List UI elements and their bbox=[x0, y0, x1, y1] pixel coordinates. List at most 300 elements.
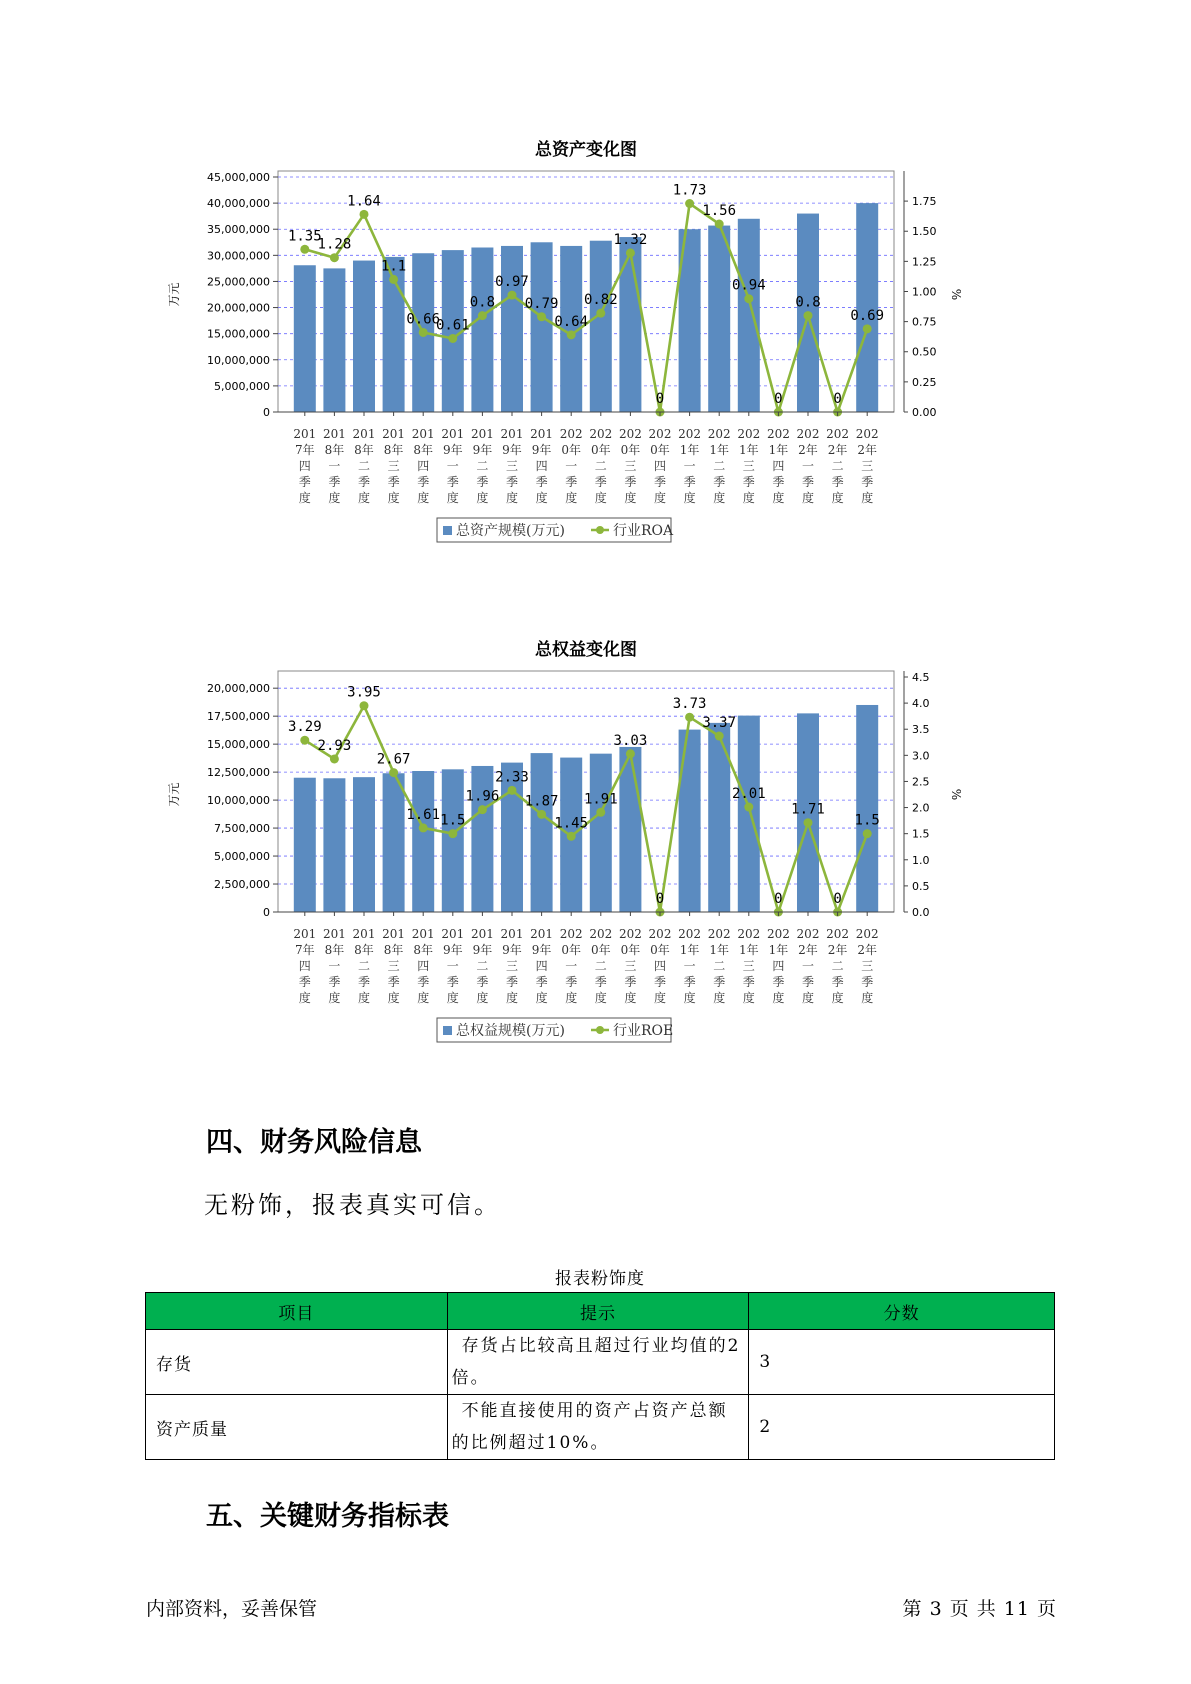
row-tip-line1: 存货占比较高且超过行业均值的2 bbox=[461, 1336, 741, 1356]
x-tick-label: 度 bbox=[772, 991, 785, 1005]
x-tick-label: 7年 bbox=[294, 443, 315, 457]
x-tick-label: 0年 bbox=[620, 443, 641, 457]
x-tick-label: 季 bbox=[624, 475, 637, 489]
bar bbox=[323, 778, 345, 912]
line-point bbox=[478, 805, 487, 814]
x-tick-label: 季 bbox=[387, 475, 400, 489]
x-tick-label: 0年 bbox=[561, 443, 582, 457]
bar bbox=[353, 261, 375, 412]
y2-tick-label: 1.00 bbox=[912, 285, 937, 299]
y-tick-label: 45,000,000 bbox=[207, 171, 270, 184]
x-tick-label: 度 bbox=[594, 491, 607, 505]
x-tick-label: 2年 bbox=[827, 443, 848, 457]
x-tick-label: 202 bbox=[737, 427, 761, 441]
row-score: 2 bbox=[749, 1395, 1055, 1460]
y2-tick-label: 0.25 bbox=[912, 375, 937, 389]
x-tick-label: 度 bbox=[505, 991, 519, 1005]
x-tick-label: 度 bbox=[683, 991, 696, 1005]
row-item: 存货 bbox=[146, 1330, 448, 1395]
x-tick-label: 度 bbox=[328, 991, 341, 1005]
x-tick-label: 201 bbox=[500, 927, 524, 941]
x-tick-label: 季 bbox=[861, 975, 874, 989]
legend-bar-label: 总权益规模(万元) bbox=[456, 1023, 565, 1039]
line-point bbox=[300, 736, 309, 745]
x-tick-label: 1年 bbox=[738, 943, 759, 957]
data-label: 3.03 bbox=[613, 732, 648, 749]
legend-bar-label: 总资产规模(万元) bbox=[456, 523, 565, 539]
row-tip-line1: 不能直接使用的资产占资产总额 bbox=[461, 1401, 728, 1421]
bar bbox=[294, 265, 316, 412]
x-tick-label: 202 bbox=[796, 927, 820, 941]
data-label: 0 bbox=[833, 891, 842, 907]
data-label: 0.66 bbox=[406, 311, 441, 328]
footer-page-number: 第 3 页 共 11 页 bbox=[902, 1598, 1057, 1620]
line-point bbox=[508, 291, 517, 300]
line-point bbox=[626, 749, 635, 758]
x-tick-label: 8年 bbox=[383, 943, 404, 957]
chart-svg bbox=[150, 135, 990, 595]
x-tick-label: 201 bbox=[411, 927, 435, 941]
data-label: 3.73 bbox=[672, 696, 707, 713]
bar bbox=[294, 778, 316, 912]
x-tick-label: 一 bbox=[565, 459, 578, 473]
x-tick-label: 度 bbox=[861, 491, 874, 505]
y-tick-label: 5,000,000 bbox=[214, 379, 270, 393]
data-label: 1.64 bbox=[347, 193, 381, 210]
data-label: 0 bbox=[774, 391, 783, 407]
x-tick-label: 季 bbox=[565, 975, 578, 989]
bar bbox=[856, 705, 878, 912]
x-tick-label: 季 bbox=[417, 475, 430, 489]
bar bbox=[590, 754, 612, 912]
x-tick-label: 1年 bbox=[738, 443, 759, 457]
data-label: 2.01 bbox=[731, 786, 766, 803]
data-label: 1.71 bbox=[791, 801, 825, 818]
x-tick-label: 201 bbox=[470, 427, 494, 441]
x-tick-label: 度 bbox=[653, 491, 667, 505]
data-label: 3.95 bbox=[347, 684, 381, 701]
y2-tick-label: 3.0 bbox=[912, 749, 930, 763]
y2-tick-label: 3.5 bbox=[912, 723, 930, 737]
y-tick-label: 20,000,000 bbox=[207, 682, 270, 696]
x-tick-label: 202 bbox=[737, 927, 761, 941]
x-tick-label: 202 bbox=[766, 927, 790, 941]
x-tick-label: 季 bbox=[861, 475, 874, 489]
line-point bbox=[744, 294, 753, 303]
line-point bbox=[478, 311, 487, 320]
x-tick-label: 度 bbox=[861, 991, 874, 1005]
line-point bbox=[863, 829, 872, 838]
data-label: 1.91 bbox=[583, 791, 618, 808]
data-label: 1.1 bbox=[380, 258, 407, 275]
bar bbox=[501, 246, 523, 412]
y-tick-label: 0 bbox=[263, 406, 270, 419]
line-point bbox=[567, 832, 576, 841]
x-tick-label: 四 bbox=[298, 959, 311, 973]
x-tick-label: 9年 bbox=[531, 443, 552, 457]
bar bbox=[708, 226, 730, 412]
data-label: 0 bbox=[774, 891, 783, 907]
x-tick-label: 2年 bbox=[857, 443, 878, 457]
bar bbox=[531, 242, 553, 412]
x-tick-label: 8年 bbox=[354, 443, 374, 457]
bar bbox=[442, 769, 464, 912]
x-tick-label: 度 bbox=[417, 991, 430, 1005]
x-tick-label: 度 bbox=[594, 991, 607, 1005]
x-tick-label: 度 bbox=[446, 491, 459, 505]
y2-tick-label: 0.0 bbox=[912, 906, 930, 919]
data-label: 1.61 bbox=[406, 806, 441, 823]
x-tick-label: 四 bbox=[772, 959, 785, 973]
data-label: 0.64 bbox=[554, 313, 589, 330]
x-tick-label: 9年 bbox=[502, 943, 522, 957]
x-tick-label: 一 bbox=[446, 959, 459, 973]
x-tick-label: 季 bbox=[801, 475, 815, 489]
x-tick-label: 202 bbox=[589, 927, 613, 941]
x-tick-label: 季 bbox=[742, 975, 755, 989]
header-tip: 提示 bbox=[447, 1293, 749, 1330]
table-row bbox=[146, 1330, 1055, 1395]
x-tick-label: 二 bbox=[713, 459, 726, 473]
y2-tick-label: 0.75 bbox=[912, 315, 937, 329]
x-tick-label: 四 bbox=[298, 459, 311, 473]
row-tip-line2: 倍。 bbox=[451, 1368, 490, 1388]
legend-line-label: 行业ROA bbox=[613, 523, 674, 539]
x-tick-label: 季 bbox=[298, 975, 311, 989]
y-tick-label: 30,000,000 bbox=[207, 249, 270, 263]
line-point bbox=[626, 248, 635, 257]
footer-confidential: 内部资料，妥善保管 bbox=[146, 1598, 318, 1620]
x-tick-label: 2年 bbox=[798, 443, 818, 457]
y-tick-label: 17,500,000 bbox=[207, 710, 270, 724]
chart-title: 总权益变化图 bbox=[535, 640, 637, 660]
bar bbox=[469, 248, 496, 413]
y2-tick-label: 4.5 bbox=[912, 671, 930, 684]
y2-tick-label: 0.00 bbox=[912, 406, 937, 419]
x-tick-label: 一 bbox=[683, 459, 696, 473]
x-tick-label: 8年 bbox=[324, 443, 345, 457]
x-tick-label: 三 bbox=[624, 959, 637, 973]
section4-heading: 四、财务风险信息 bbox=[206, 1127, 422, 1158]
x-tick-label: 度 bbox=[387, 491, 400, 505]
x-tick-label: 202 bbox=[855, 927, 879, 941]
y-axis-label: 万元 bbox=[167, 782, 181, 807]
bar bbox=[679, 730, 701, 912]
x-tick-label: 度 bbox=[476, 491, 489, 505]
header-item: 项目 bbox=[146, 1293, 448, 1330]
line-point bbox=[596, 808, 605, 817]
y2-tick-label: 1.75 bbox=[912, 195, 937, 209]
x-tick-label: 二 bbox=[594, 459, 607, 473]
bar bbox=[619, 237, 641, 412]
x-tick-label: 202 bbox=[648, 427, 672, 441]
x-tick-label: 季 bbox=[476, 475, 489, 489]
x-tick-label: 202 bbox=[707, 927, 731, 941]
x-tick-label: 8年 bbox=[354, 943, 374, 957]
x-tick-label: 二 bbox=[476, 459, 489, 473]
x-tick-label: 度 bbox=[417, 491, 430, 505]
x-tick-label: 202 bbox=[826, 927, 850, 941]
x-tick-label: 9年 bbox=[472, 943, 493, 957]
x-tick-label: 季 bbox=[505, 475, 519, 489]
x-tick-label: 0年 bbox=[620, 943, 641, 957]
x-tick-label: 三 bbox=[387, 959, 400, 973]
x-tick-label: 季 bbox=[594, 975, 607, 989]
y-tick-label: 15,000,000 bbox=[207, 738, 270, 752]
legend-line-label: 行业ROE bbox=[613, 1023, 674, 1039]
x-tick-label: 季 bbox=[653, 975, 667, 989]
x-tick-label: 202 bbox=[559, 927, 583, 941]
x-tick-label: 201 bbox=[322, 427, 346, 441]
x-tick-label: 季 bbox=[357, 975, 371, 989]
x-tick-label: 度 bbox=[683, 491, 696, 505]
y-tick-label: 2,500,000 bbox=[214, 878, 270, 892]
x-tick-label: 201 bbox=[411, 427, 435, 441]
x-tick-label: 202 bbox=[707, 427, 731, 441]
x-tick-label: 1年 bbox=[679, 443, 700, 457]
data-label: 1.87 bbox=[524, 793, 559, 810]
line-point bbox=[448, 334, 457, 343]
x-tick-label: 季 bbox=[831, 975, 844, 989]
data-label: 1.45 bbox=[554, 815, 589, 832]
x-tick-label: 8年 bbox=[324, 943, 345, 957]
chart-title: 总资产变化图 bbox=[535, 140, 637, 160]
data-label: 0.94 bbox=[731, 277, 766, 294]
x-tick-label: 二 bbox=[713, 959, 726, 973]
x-tick-label: 二 bbox=[357, 959, 371, 973]
data-label: 1.56 bbox=[702, 203, 737, 219]
y-tick-label: 10,000,000 bbox=[207, 353, 270, 367]
y2-tick-label: 1.25 bbox=[912, 255, 937, 269]
header-score: 分数 bbox=[749, 1293, 1055, 1330]
x-tick-label: 2年 bbox=[827, 943, 848, 957]
row-score: 3 bbox=[749, 1330, 1055, 1395]
x-tick-label: 1年 bbox=[709, 943, 730, 957]
x-tick-label: 2年 bbox=[798, 943, 818, 957]
x-tick-label: 季 bbox=[683, 975, 696, 989]
x-tick-label: 202 bbox=[559, 427, 583, 441]
x-tick-label: 202 bbox=[766, 427, 790, 441]
y2-axis-label: % bbox=[949, 788, 963, 801]
x-tick-label: 四 bbox=[535, 959, 548, 973]
line-point bbox=[360, 210, 369, 219]
data-label: 0.8 bbox=[469, 294, 496, 311]
x-tick-label: 202 bbox=[796, 427, 820, 441]
x-tick-label: 1年 bbox=[679, 943, 700, 957]
x-tick-label: 一 bbox=[565, 959, 578, 973]
total-assets-chart bbox=[150, 135, 990, 595]
line-point bbox=[685, 713, 694, 722]
x-tick-label: 8年 bbox=[383, 443, 404, 457]
data-label: 0.79 bbox=[524, 295, 559, 312]
y2-axis-label: % bbox=[949, 288, 963, 301]
x-tick-label: 季 bbox=[565, 475, 578, 489]
x-tick-label: 度 bbox=[831, 991, 844, 1005]
x-tick-label: 度 bbox=[624, 991, 637, 1005]
chart-svg bbox=[150, 635, 990, 1095]
legend-line-marker bbox=[596, 526, 604, 534]
x-tick-label: 度 bbox=[713, 491, 726, 505]
data-label: 0.82 bbox=[583, 292, 618, 309]
window-dressing-table bbox=[145, 1292, 1055, 1460]
x-tick-label: 四 bbox=[417, 959, 430, 973]
x-tick-label: 度 bbox=[801, 491, 815, 505]
x-tick-label: 度 bbox=[742, 491, 755, 505]
x-tick-label: 202 bbox=[589, 427, 613, 441]
line-point bbox=[537, 312, 546, 321]
data-label: 1.32 bbox=[613, 231, 648, 248]
x-tick-label: 季 bbox=[713, 475, 726, 489]
x-tick-label: 0年 bbox=[650, 943, 670, 957]
x-tick-label: 度 bbox=[357, 991, 371, 1005]
data-label: 2.33 bbox=[495, 769, 529, 786]
x-tick-label: 度 bbox=[298, 491, 311, 505]
legend-bar-swatch bbox=[443, 526, 452, 535]
x-tick-label: 9年 bbox=[472, 443, 493, 457]
x-tick-label: 度 bbox=[565, 991, 578, 1005]
line-point bbox=[300, 245, 309, 254]
table-header-row bbox=[146, 1293, 1055, 1330]
x-tick-label: 季 bbox=[535, 975, 548, 989]
x-tick-label: 201 bbox=[530, 427, 554, 441]
y-tick-label: 35,000,000 bbox=[207, 223, 270, 237]
x-tick-label: 季 bbox=[446, 975, 459, 989]
x-tick-label: 202 bbox=[678, 927, 702, 941]
x-tick-label: 9年 bbox=[442, 943, 463, 957]
x-tick-label: 0年 bbox=[650, 443, 670, 457]
x-tick-label: 季 bbox=[594, 475, 607, 489]
x-tick-label: 季 bbox=[446, 475, 459, 489]
x-tick-label: 一 bbox=[801, 459, 815, 473]
x-tick-label: 9年 bbox=[502, 443, 522, 457]
line-point bbox=[567, 330, 576, 339]
legend-line-marker bbox=[596, 1026, 604, 1034]
x-tick-label: 季 bbox=[357, 475, 371, 489]
data-label: 1.5 bbox=[854, 812, 880, 829]
x-tick-label: 9年 bbox=[531, 943, 552, 957]
x-tick-label: 202 bbox=[678, 427, 702, 441]
x-tick-label: 201 bbox=[322, 927, 346, 941]
x-tick-label: 201 bbox=[352, 927, 376, 941]
x-tick-label: 度 bbox=[535, 991, 548, 1005]
x-tick-label: 季 bbox=[742, 475, 755, 489]
x-tick-label: 三 bbox=[742, 959, 755, 973]
bar bbox=[323, 268, 345, 412]
bar bbox=[353, 777, 375, 912]
x-tick-label: 度 bbox=[535, 491, 548, 505]
x-tick-label: 1年 bbox=[709, 443, 730, 457]
x-tick-label: 1年 bbox=[768, 943, 789, 957]
data-label: 3.37 bbox=[702, 715, 737, 732]
row-tip-line2: 的比例超过10%。 bbox=[451, 1433, 610, 1453]
data-label: 1.5 bbox=[440, 812, 466, 829]
x-tick-label: 202 bbox=[826, 427, 850, 441]
data-label: 0.97 bbox=[495, 274, 529, 291]
x-tick-label: 一 bbox=[328, 459, 341, 473]
x-tick-label: 度 bbox=[713, 991, 726, 1005]
line-point bbox=[330, 754, 339, 763]
data-label: 0 bbox=[833, 391, 842, 407]
x-tick-label: 202 bbox=[648, 927, 672, 941]
x-tick-label: 度 bbox=[357, 491, 371, 505]
line-point bbox=[804, 818, 813, 827]
x-tick-label: 201 bbox=[441, 927, 465, 941]
row-item: 资产质量 bbox=[146, 1395, 448, 1460]
y-tick-label: 12,500,000 bbox=[207, 766, 270, 780]
x-tick-label: 7年 bbox=[294, 943, 315, 957]
x-tick-label: 一 bbox=[683, 959, 696, 973]
x-tick-label: 201 bbox=[441, 427, 465, 441]
y2-tick-label: 0.50 bbox=[912, 345, 937, 359]
row-tip bbox=[447, 1395, 749, 1460]
x-tick-label: 201 bbox=[382, 927, 406, 941]
x-tick-label: 1年 bbox=[768, 443, 789, 457]
risk-summary: 无粉饰，报表真实可信。 bbox=[204, 1191, 501, 1219]
x-tick-label: 一 bbox=[446, 459, 459, 473]
y2-tick-label: 2.0 bbox=[912, 801, 930, 815]
x-tick-label: 201 bbox=[382, 427, 406, 441]
line-point bbox=[389, 275, 398, 284]
y2-tick-label: 1.0 bbox=[912, 853, 930, 867]
x-tick-label: 二 bbox=[831, 959, 844, 973]
x-tick-label: 度 bbox=[505, 491, 519, 505]
x-tick-label: 9年 bbox=[442, 443, 463, 457]
data-label: 1.73 bbox=[672, 182, 707, 199]
line-point bbox=[596, 309, 605, 318]
x-tick-label: 0年 bbox=[561, 943, 582, 957]
x-tick-label: 季 bbox=[772, 475, 785, 489]
x-tick-label: 四 bbox=[535, 459, 548, 473]
data-label: 0.69 bbox=[850, 307, 885, 324]
line-point bbox=[419, 328, 428, 337]
line-point bbox=[863, 324, 872, 333]
x-tick-label: 202 bbox=[855, 427, 879, 441]
x-tick-label: 季 bbox=[713, 975, 726, 989]
y-axis-label: 万元 bbox=[167, 282, 181, 307]
x-tick-label: 季 bbox=[298, 475, 311, 489]
line-point bbox=[448, 829, 457, 838]
line-point bbox=[715, 220, 724, 229]
y2-tick-label: 1.50 bbox=[912, 225, 937, 239]
data-label: 0.8 bbox=[795, 294, 821, 311]
y-tick-label: 7,500,000 bbox=[214, 822, 270, 836]
x-tick-label: 一 bbox=[328, 959, 341, 973]
x-tick-label: 季 bbox=[772, 975, 785, 989]
x-tick-label: 二 bbox=[357, 459, 371, 473]
x-tick-label: 0年 bbox=[590, 943, 611, 957]
x-tick-label: 二 bbox=[594, 959, 607, 973]
data-label: 0.61 bbox=[435, 317, 470, 334]
x-tick-label: 季 bbox=[505, 975, 519, 989]
x-tick-label: 三 bbox=[505, 959, 519, 973]
x-tick-label: 一 bbox=[801, 959, 815, 973]
x-tick-label: 度 bbox=[801, 991, 815, 1005]
x-tick-label: 度 bbox=[624, 491, 637, 505]
line-point bbox=[537, 810, 546, 819]
line-point bbox=[804, 311, 813, 320]
data-label: 1.28 bbox=[317, 236, 352, 253]
x-tick-label: 201 bbox=[530, 927, 554, 941]
x-tick-label: 季 bbox=[624, 975, 637, 989]
x-tick-label: 三 bbox=[387, 459, 400, 473]
x-tick-label: 202 bbox=[618, 927, 642, 941]
y-tick-label: 10,000,000 bbox=[207, 794, 270, 808]
x-tick-label: 8年 bbox=[413, 443, 434, 457]
bar bbox=[412, 771, 434, 912]
line-point bbox=[715, 732, 724, 741]
y-tick-label: 20,000,000 bbox=[207, 301, 270, 315]
x-tick-label: 度 bbox=[446, 991, 459, 1005]
